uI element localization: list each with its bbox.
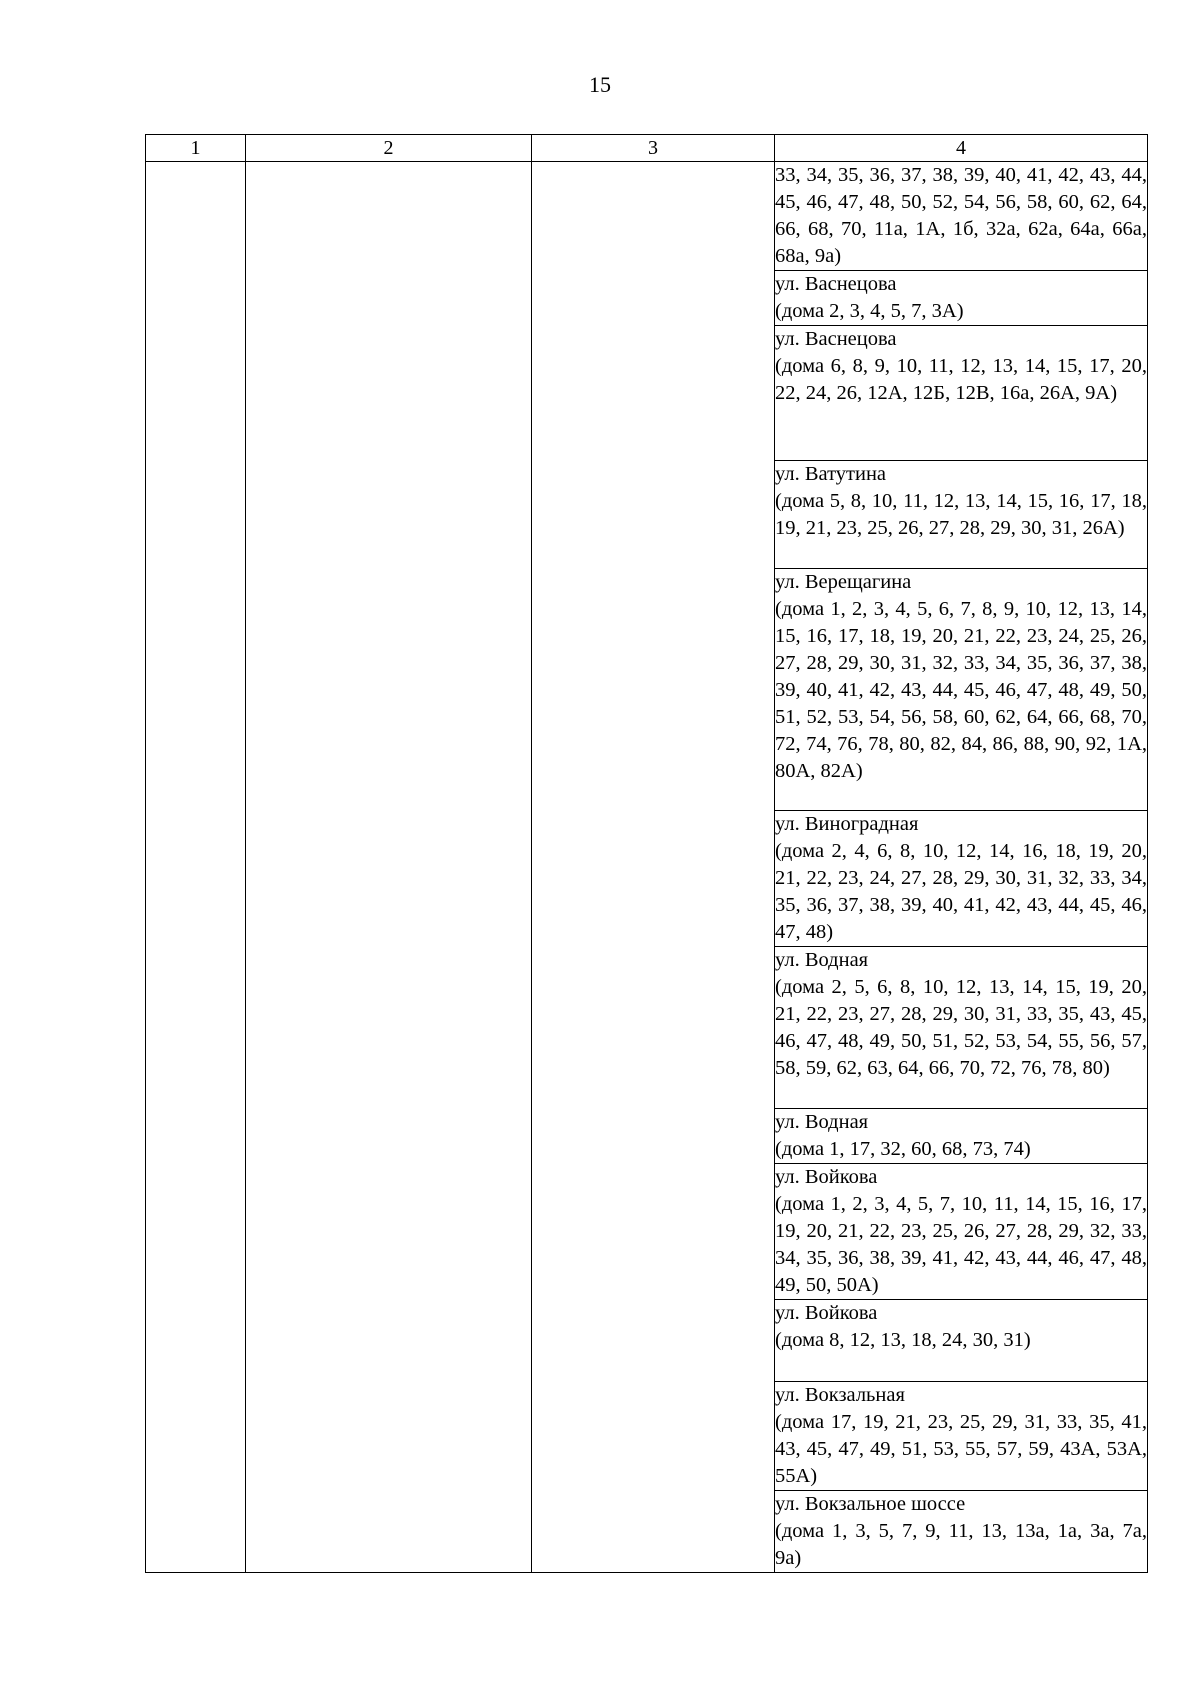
address-cell bbox=[775, 947, 1148, 1109]
street-name: ул. Водная bbox=[775, 949, 869, 971]
houses-list: (дома 2, 3, 4, 5, 7, 3А) bbox=[775, 300, 964, 322]
address-cell bbox=[775, 326, 1148, 461]
houses-list: (дома 2, 5, 6, 8, 10, 12, 13, 14, 15, 19, 20, 21, 22, 23, 27, 28, 29, 30, 31, 33, 35, 43, 45, 46, 47, 48, 49, 50, 51, 52, 53, 54, 55, 56, 57, 58, 59, 62, 63, 64, 66, 70, 72, 76, 78, 80) bbox=[775, 976, 1147, 1079]
table-row bbox=[146, 162, 1148, 271]
street-name: ул. Виноградная bbox=[775, 813, 919, 835]
street-name: ул. Васнецова bbox=[775, 328, 897, 350]
houses-list: (дома 1, 17, 32, 60, 68, 73, 74) bbox=[775, 1138, 1031, 1160]
houses-list: (дома 6, 8, 9, 10, 11, 12, 13, 14, 15, 17, 20, 22, 24, 26, 12А, 12Б, 12В, 16а, 26А, 9А) bbox=[775, 355, 1147, 404]
street-name: ул. Вокзальное шоссе bbox=[775, 1493, 966, 1515]
houses-list: (дома 2, 4, 6, 8, 10, 12, 14, 16, 18, 19, 20, 21, 22, 23, 24, 27, 28, 29, 30, 31, 32, 33, 34, 35, 36, 37, 38, 39, 40, 41, 42, 43, 44, 45, 46, 47, 48) bbox=[775, 840, 1147, 943]
street-name: ул. Водная bbox=[775, 1111, 869, 1133]
houses-list: (дома 1, 2, 3, 4, 5, 7, 10, 11, 14, 15, 16, 17, 19, 20, 21, 22, 23, 25, 26, 27, 28, 29, 32, 33, 34, 35, 36, 38, 39, 41, 42, 43, 44, 46, 47, 48, 49, 50, 50А) bbox=[775, 1193, 1147, 1296]
address-cell bbox=[775, 811, 1148, 947]
houses-list: (дома 1, 3, 5, 7, 9, 11, 13, 13а, 1а, 3а, 7а, 9а) bbox=[775, 1520, 1147, 1569]
page-number: 15 bbox=[589, 72, 611, 97]
street-name: ул. Войкова bbox=[775, 1166, 878, 1188]
address-cell bbox=[775, 1164, 1148, 1300]
houses-list: (дома 17, 19, 21, 23, 25, 29, 31, 33, 35, 41, 43, 45, 47, 49, 51, 53, 55, 57, 59, 43А, 53А, 55А) bbox=[775, 1411, 1147, 1487]
street-name: ул. Васнецова bbox=[775, 273, 897, 295]
header-row bbox=[146, 135, 1148, 162]
address-cell bbox=[775, 569, 1148, 811]
street-name: ул. Ватутина bbox=[775, 463, 887, 485]
address-cell bbox=[775, 461, 1148, 569]
column-3-cell bbox=[532, 162, 775, 1573]
houses-list: (дома 1, 2, 3, 4, 5, 6, 7, 8, 9, 10, 12, 13, 14, 15, 16, 17, 18, 19, 20, 21, 22, 23, 24, 25, 26, 27, 28, 29, 30, 31, 32, 33, 34, 35, 36, 37, 38, 39, 40, 41, 42, 43, 44, 45, 46, 47, 48, 49, 50, 51, 52, 53, 54, 56, 58, 60, 62, 64, 66, 68, 70, 72, 74, 76, 78, 80, 82, 84, 86, 88, 90, 92, 1А, 80А, 82А) bbox=[775, 598, 1147, 782]
column-header-2: 2 bbox=[246, 135, 532, 162]
address-cell bbox=[775, 1300, 1148, 1382]
street-name: ул. Вокзальная bbox=[775, 1384, 905, 1406]
address-table bbox=[145, 134, 1148, 1573]
address-cell bbox=[775, 271, 1148, 326]
houses-list: 33, 34, 35, 36, 37, 38, 39, 40, 41, 42, 43, 44, 45, 46, 47, 48, 50, 52, 54, 56, 58, 60, 62, 64, 66, 68, 70, 11а, 1А, 1б, 32а, 62а, 64а, 66а, 68а, 9а) bbox=[775, 164, 1147, 267]
column-1-cell bbox=[146, 162, 246, 1573]
houses-list: (дома 5, 8, 10, 11, 12, 13, 14, 15, 16, 17, 18, 19, 21, 23, 25, 26, 27, 28, 29, 30, 31, 26А) bbox=[775, 490, 1147, 539]
houses-list: (дома 8, 12, 13, 18, 24, 30, 31) bbox=[775, 1329, 1031, 1351]
column-header-4: 4 bbox=[775, 135, 1148, 162]
column-header-1: 1 bbox=[146, 135, 246, 162]
address-cell bbox=[775, 162, 1148, 271]
street-name: ул. Войкова bbox=[775, 1302, 878, 1324]
column-2-cell bbox=[246, 162, 532, 1573]
address-cell bbox=[775, 1109, 1148, 1164]
address-cell bbox=[775, 1491, 1148, 1573]
street-name: ул. Верещагина bbox=[775, 571, 912, 593]
address-cell bbox=[775, 1382, 1148, 1491]
column-header-3: 3 bbox=[532, 135, 775, 162]
